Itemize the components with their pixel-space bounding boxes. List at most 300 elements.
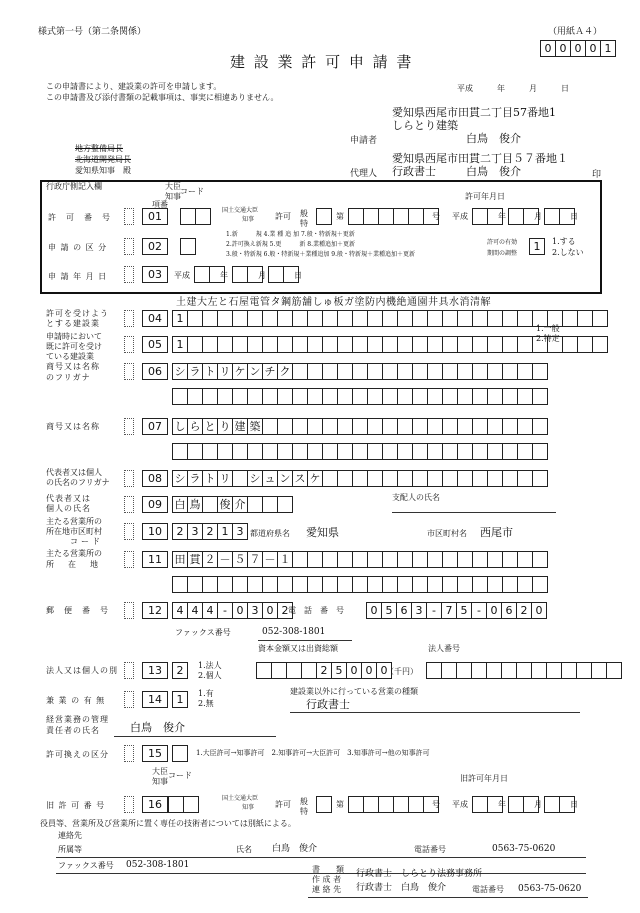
row-marker: [124, 745, 134, 762]
form-number: 様式第一号（第二条関係）: [38, 27, 147, 37]
char-box: [472, 470, 488, 487]
capital-label: 資本金額又は出資総額: [258, 644, 338, 653]
char-box: [352, 388, 368, 405]
item-box: 14: [142, 691, 168, 708]
contact-heading: 連絡先: [58, 831, 82, 840]
char-box: [502, 470, 518, 487]
char-box: [562, 336, 578, 353]
char-box: [442, 336, 458, 353]
row13-item: [142, 662, 167, 679]
char-box: 0: [262, 602, 278, 619]
row05-label-2: 既に許可を受け: [46, 342, 102, 351]
char-box: [382, 551, 398, 568]
char-box: 0: [540, 40, 556, 57]
old-ippan-tokutei-box[interactable]: [316, 796, 331, 813]
char-box: 1: [600, 40, 616, 57]
capital-boxes[interactable]: [256, 662, 391, 679]
char-box: 5: [456, 602, 472, 619]
char-box: [262, 336, 278, 353]
char-box: [292, 418, 308, 435]
char-box: ラ: [187, 470, 203, 487]
char-box: [367, 551, 383, 568]
underline: [308, 897, 588, 898]
char-box: [457, 443, 473, 460]
row04-label-1: 許可を受けよう: [46, 309, 109, 318]
char-box: [382, 443, 398, 460]
char-box: 田: [172, 551, 188, 568]
row14-option-1: 1.有: [198, 689, 214, 698]
permit-number-label: 許 可 番 号: [48, 213, 111, 222]
char-box: 6: [396, 602, 412, 619]
agent-address: 愛知県西尾市田貫二丁目５７番地１: [392, 152, 568, 165]
apply-date-label: 申 請 年 月 日: [48, 272, 108, 281]
char-box: [247, 336, 263, 353]
char-box: [472, 418, 488, 435]
row-marker: [124, 418, 134, 435]
char-box: [292, 443, 308, 460]
governor-short-label: 知事: [242, 216, 255, 223]
permit-number-item: [142, 208, 167, 225]
item-box: 08: [142, 470, 168, 487]
doc-label-2: 作 成 者: [312, 875, 342, 884]
validity-box[interactable]: [529, 238, 544, 255]
char-box: 4: [187, 602, 203, 619]
transfer-type-box[interactable]: [172, 745, 187, 762]
char-box: [487, 388, 503, 405]
row06-label-1: 商号又は名称: [46, 362, 100, 371]
char-box: [382, 576, 398, 593]
writer-tel-label: 電話番号: [472, 885, 504, 894]
char-box: [322, 388, 338, 405]
category-box[interactable]: [180, 238, 195, 255]
char-box: [546, 662, 562, 679]
char-box: －: [217, 551, 233, 568]
char-box: [502, 388, 518, 405]
char-box: [277, 336, 293, 353]
char-box: [247, 496, 263, 513]
side-business-box[interactable]: [172, 691, 187, 708]
underline: [56, 857, 586, 858]
char-box: り: [217, 418, 233, 435]
struck-bureau-1: 地方整備局長: [75, 144, 123, 153]
char-box: [532, 551, 548, 568]
char-box: [517, 576, 533, 593]
char-box: ク: [277, 363, 293, 380]
contact-fax-label: ファックス番号: [58, 861, 114, 870]
row07-label: 商号又は名称: [46, 422, 100, 431]
item-box: 06: [142, 363, 168, 380]
manager-name: 白鳥 俊介: [130, 721, 185, 734]
char-box: [576, 662, 592, 679]
row05-label-3: ている建設業: [46, 352, 94, 361]
row10-label-3: コード: [70, 537, 103, 546]
char-box: [442, 363, 458, 380]
char-box: 0: [346, 662, 362, 679]
intro-line-2: この申請書及び添付書類の記載事項は、事実に相違ありません。: [46, 93, 279, 102]
char-box: [307, 418, 323, 435]
char-box: 築: [247, 418, 263, 435]
item-box: 09: [142, 496, 168, 513]
old-heisei: 平成: [452, 800, 468, 809]
underline: [114, 736, 276, 737]
char-box: [202, 576, 218, 593]
char-box: [427, 336, 443, 353]
row09-label-2: 個人の氏名: [46, 504, 91, 513]
char-box: [232, 336, 248, 353]
char-box: 0: [361, 662, 377, 679]
char-box: [256, 662, 272, 679]
serial-number: [540, 40, 615, 57]
old-permit-label: 旧 許 可 番 号: [46, 801, 106, 810]
char-box: [397, 363, 413, 380]
side-business-value: 1: [172, 691, 188, 708]
char-box: 6: [501, 602, 517, 619]
apply-year-label: 年: [220, 271, 228, 280]
row06-furigana-boxes[interactable]: [172, 363, 547, 380]
char-box: [472, 551, 488, 568]
old-month-label: 月: [534, 800, 542, 809]
manager-label-1: 経営業務の管理: [46, 715, 109, 724]
char-box: [187, 336, 203, 353]
item-box: 12: [142, 602, 168, 619]
row04-item: [142, 310, 167, 327]
char-box: [247, 388, 263, 405]
row10-code-boxes[interactable]: [172, 523, 247, 540]
char-box: [337, 388, 353, 405]
char-box: [412, 336, 428, 353]
item-box: 11: [142, 551, 168, 568]
char-box: [397, 418, 413, 435]
char-box: [442, 310, 458, 327]
char-box: [292, 388, 308, 405]
row10-item: [142, 523, 167, 540]
char-box: [412, 443, 428, 460]
char-box: [262, 310, 278, 327]
char-box: [427, 388, 443, 405]
char-box: -: [217, 602, 233, 619]
item-box: 13: [142, 662, 168, 679]
applicant-role: 申請者: [350, 136, 378, 146]
row05-option-2: 2.特定: [536, 334, 560, 343]
fax-value: 052-308-1801: [262, 627, 326, 637]
dai-label: 第: [336, 212, 344, 221]
char-box: 2: [316, 662, 332, 679]
char-box: [577, 336, 593, 353]
char-box: [487, 470, 503, 487]
category-options-2: 2.許可換え新規 5.更 新 8.業種追加＋更新: [226, 241, 355, 248]
char-box: [472, 336, 488, 353]
row11-address-boxes-2[interactable]: [172, 576, 547, 593]
row-marker: [124, 470, 134, 487]
char-box: [217, 443, 233, 460]
char-box: [367, 363, 383, 380]
postal-code-boxes[interactable]: [172, 602, 292, 619]
char-box: [562, 310, 578, 327]
char-box: ト: [202, 363, 218, 380]
seal-mark: 印: [592, 170, 602, 180]
char-box: 白: [172, 496, 188, 513]
char-box: [412, 363, 428, 380]
char-box: [232, 576, 248, 593]
prefecture-label: 都道府県名: [250, 529, 290, 538]
old-year-label: 年: [498, 800, 506, 809]
char-box: [397, 551, 413, 568]
char-box: [322, 336, 338, 353]
char-box: 0: [376, 662, 392, 679]
char-box: [322, 551, 338, 568]
row04-label-2: とする建設業: [46, 319, 100, 328]
row08-furigana-boxes[interactable]: [172, 470, 547, 487]
char-box: [277, 388, 293, 405]
char-box: [337, 551, 353, 568]
char-box: [202, 310, 218, 327]
char-box: [286, 662, 302, 679]
row07-name-boxes-2[interactable]: [172, 443, 547, 460]
char-box: [352, 551, 368, 568]
row08-label-1: 代表者又は個人: [46, 468, 102, 477]
item-box: 07: [142, 418, 168, 435]
char-box: [457, 551, 473, 568]
char-box: [352, 470, 368, 487]
chiji-label: 知事: [165, 192, 181, 201]
category-label: 申 請 の 区 分: [48, 243, 108, 252]
underline: [258, 640, 352, 641]
char-box: [457, 576, 473, 593]
row16-item: [142, 796, 167, 813]
char-box: ら: [187, 418, 203, 435]
row10-label-1: 主たる営業所の: [46, 517, 102, 526]
char-box: [202, 496, 218, 513]
contact-tel: 0563-75-0620: [492, 844, 556, 854]
tel-boxes[interactable]: [366, 602, 546, 619]
validity-label-2: 期間の調整: [487, 250, 518, 257]
permit-word: 許可: [275, 212, 291, 221]
row-marker: [124, 602, 134, 619]
char-box: 2: [516, 602, 532, 619]
old-permit-number-boxes[interactable]: [348, 796, 438, 813]
tokutei-label: 特: [300, 219, 308, 228]
char-box: 2: [202, 523, 218, 540]
old-day-label: 日: [570, 800, 578, 809]
permit-number-boxes[interactable]: [348, 208, 438, 225]
char-box: [232, 310, 248, 327]
addressee-governor: 愛知県知事 殿: [75, 166, 131, 175]
applicant-name: 白鳥 俊介: [466, 132, 521, 145]
char-box: 2: [172, 523, 188, 540]
char-box: 7: [441, 602, 457, 619]
apply-date-item: [142, 266, 167, 283]
ippan-tokutei-box[interactable]: [316, 208, 331, 225]
char-box: [412, 388, 428, 405]
row08-label-2: の氏名のフリガナ: [46, 478, 110, 487]
char-box: [367, 310, 383, 327]
corp-number-boxes[interactable]: [426, 662, 621, 679]
char-box: [217, 388, 233, 405]
row09-item: [142, 496, 167, 513]
row11-label-2: 所 在 地: [46, 560, 101, 569]
char-box: [502, 336, 518, 353]
char-box: [397, 310, 413, 327]
char-box: [457, 388, 473, 405]
char-box: [187, 443, 203, 460]
date-line: 平成 年 月 日: [457, 84, 569, 93]
char-box: ７: [247, 551, 263, 568]
char-box: シ: [172, 470, 188, 487]
underline: [392, 512, 556, 513]
char-box: 3: [232, 523, 248, 540]
char-box: ケ: [232, 363, 248, 380]
char-box: [277, 418, 293, 435]
char-box: [532, 418, 548, 435]
row12-label: 郵 便 番 号: [46, 606, 109, 615]
char-box: チ: [262, 363, 278, 380]
city-label: 市区町村名: [427, 529, 467, 538]
row06-furigana-boxes-2[interactable]: [172, 388, 547, 405]
char-box: 0: [585, 40, 601, 57]
char-box: [502, 576, 518, 593]
row08-item: [142, 470, 167, 487]
char-box: [202, 443, 218, 460]
row11-address-boxes[interactable]: [172, 551, 547, 568]
char-box: [487, 363, 503, 380]
char-box: [322, 576, 338, 593]
char-box: [277, 443, 293, 460]
old-tokutei: 特: [300, 807, 308, 816]
char-box: [352, 576, 368, 593]
char-box: [337, 576, 353, 593]
corp-individual-box[interactable]: [172, 662, 187, 679]
char-box: [427, 551, 443, 568]
char-box: [442, 551, 458, 568]
char-box: [427, 310, 443, 327]
char-box: [232, 443, 248, 460]
char-box: [247, 443, 263, 460]
authority-code-boxes[interactable]: [180, 208, 210, 225]
char-box: [322, 363, 338, 380]
row07-name-boxes[interactable]: [172, 418, 547, 435]
char-box: [517, 443, 533, 460]
office-use-title: 行政庁側記入欄: [46, 182, 102, 191]
char-box: ン: [277, 470, 293, 487]
char-box: [397, 470, 413, 487]
code-label: コード: [180, 187, 204, 196]
char-box: [202, 388, 218, 405]
agent-role: 代理人: [350, 169, 378, 179]
char-box: [397, 443, 413, 460]
char-box: ス: [292, 470, 308, 487]
char-box: [532, 388, 548, 405]
side-business-note: 建設業以外に行っている営業の種類: [290, 687, 418, 696]
char-box: ５: [232, 551, 248, 568]
char-box: [367, 470, 383, 487]
char-box: [382, 363, 398, 380]
prefecture-value: 愛知県: [306, 526, 339, 539]
char-box: 3: [411, 602, 427, 619]
old-dai: 第: [336, 800, 344, 809]
char-box: [187, 310, 203, 327]
char-box: [442, 576, 458, 593]
char-box: [262, 496, 278, 513]
char-box: リ: [217, 470, 233, 487]
char-box: [352, 363, 368, 380]
char-box: シ: [247, 470, 263, 487]
char-box: [412, 551, 428, 568]
char-box: 4: [172, 602, 188, 619]
row-marker: [124, 796, 134, 813]
char-box: [352, 443, 368, 460]
char-box: [307, 310, 323, 327]
row15-label: 許可換えの区分: [46, 750, 109, 759]
char-box: 0: [531, 602, 547, 619]
char-box: [232, 470, 248, 487]
row09-name-boxes[interactable]: [172, 496, 292, 513]
char-box: 4: [202, 602, 218, 619]
row13-option-2: 2.個人: [198, 671, 222, 680]
char-box: [456, 662, 472, 679]
document-writer: 行政書士 しらとり法務事務所: [356, 869, 483, 879]
apply-day-label: 日: [294, 271, 302, 280]
char-box: [472, 363, 488, 380]
row-marker: [124, 208, 134, 225]
fax-label: ファックス番号: [175, 628, 231, 637]
item-box: 10: [142, 523, 168, 540]
char-box: [487, 576, 503, 593]
month-label: 月: [534, 212, 542, 221]
char-box: [292, 576, 308, 593]
contact-fax: 052-308-1801: [126, 860, 190, 870]
char-box: [397, 388, 413, 405]
char-box: [271, 662, 287, 679]
char-box: [307, 363, 323, 380]
row-marker: [124, 691, 134, 708]
row-marker: [124, 662, 134, 679]
char-box: [517, 388, 533, 405]
char-box: [412, 418, 428, 435]
old-authority-boxes[interactable]: [168, 796, 198, 813]
char-box: [517, 470, 533, 487]
row07-item: [142, 418, 167, 435]
char-box: [337, 336, 353, 353]
char-box: 俊: [217, 496, 233, 513]
char-box: 鳥: [187, 496, 203, 513]
item-box: 04: [142, 310, 168, 327]
char-box: [591, 662, 607, 679]
char-box: 1: [217, 523, 233, 540]
char-box: [472, 576, 488, 593]
char-box: [382, 470, 398, 487]
footer-note: 役員等、営業所及び営業所に置く専任の技術者については別紙による。: [40, 819, 296, 828]
char-box: 0: [232, 602, 248, 619]
old-daijin-label: 大臣: [152, 767, 168, 776]
char-box: [502, 363, 518, 380]
char-box: [592, 336, 608, 353]
char-box: [502, 443, 518, 460]
char-box: [217, 576, 233, 593]
row10-label-2: 所在地市区町村: [46, 527, 102, 536]
char-box: [367, 336, 383, 353]
row11-label-1: 主たる営業所の: [46, 549, 102, 558]
char-box: [187, 388, 203, 405]
char-box: [487, 336, 503, 353]
char-box: [517, 363, 533, 380]
char-box: [561, 662, 577, 679]
row06-label-2: のフリガナ: [46, 373, 91, 382]
char-box: [457, 363, 473, 380]
char-box: [262, 443, 278, 460]
char-box: [307, 576, 323, 593]
char-box: [172, 443, 188, 460]
char-box: [292, 363, 308, 380]
